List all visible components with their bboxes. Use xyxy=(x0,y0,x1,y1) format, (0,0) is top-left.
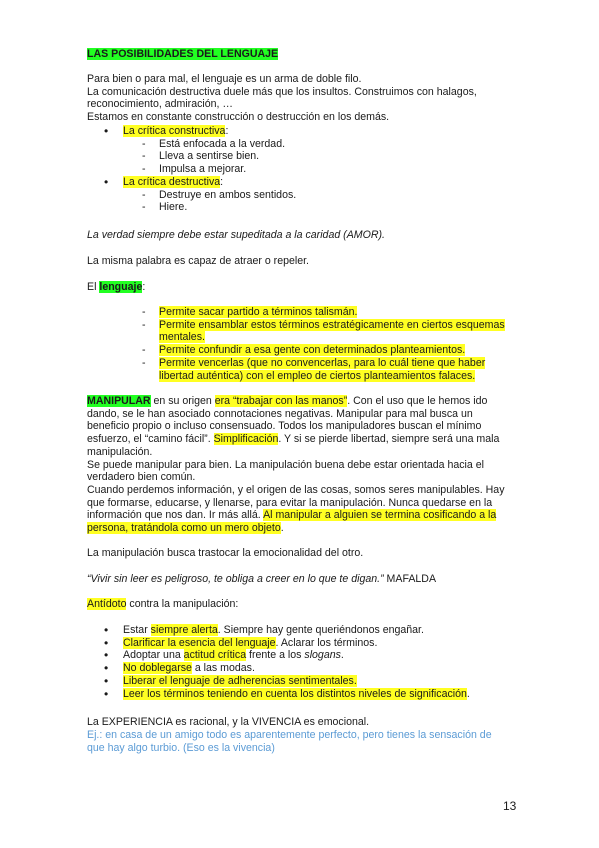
antidoto-item: • Liberar el lenguaje de adherencias sentimentales. xyxy=(87,675,512,688)
mafalda-quote xyxy=(87,573,512,586)
antidoto-word: Antídoto xyxy=(87,598,127,610)
page-number: 13 xyxy=(503,799,517,813)
lenguaje-item: - Permite confundir a esa gente con determinados planteamientos. xyxy=(87,344,512,357)
constructiva-sublist xyxy=(87,138,512,176)
intro-line-2: La comunicación destructiva duele más que los insultos. Construimos con halagos, reconocimiento, admiración, … xyxy=(87,85,477,111)
intro-line-3: Estamos en constante construcción o destrucción en los demás. xyxy=(87,111,390,124)
manipular-p3: Cuando perdemos información, y el origen de las cosas, somos seres manipulables. Hay que formarse, educarse, y llenarse, para evitar la manipulación. Nunca quedarse en la información que nos dan. Ir más allá. Al manipular a alguien se termina cosificando a la persona, tratándola como un mero objeto. xyxy=(87,483,505,535)
sub-item: - Lleva a sentirse bien. xyxy=(87,150,512,163)
ejemplo-paragraph: Ej.: en casa de un amigo todo es aparentemente perfecto, pero tienes la sensación de que hay algo turbio. (Eso es la vivencia) xyxy=(87,729,492,754)
sub-item: - Está enfocada a la verdad. xyxy=(87,138,512,151)
lenguaje-intro: El lenguaje: xyxy=(87,281,146,293)
heading-title: LAS POSIBILIDADES DEL LENGUAJE xyxy=(87,48,279,60)
antidoto-item: • Adoptar una actitud crítica frente a los slogans. xyxy=(87,649,512,662)
list-item-critica-destructiva: • La crítica destructiva: xyxy=(87,176,512,189)
critica-list xyxy=(87,125,512,214)
antidoto-item: • Leer los términos teniendo en cuenta los distintos niveles de significación. xyxy=(87,688,512,701)
quote-text: “Vivir sin leer es peligroso, te obliga a creer en lo que te digan.” xyxy=(87,573,384,585)
list-item-critica-constructiva: • La crítica constructiva: xyxy=(87,125,512,138)
antidoto-item: • Clarificar la esencia del lenguaje. Aclarar los términos. xyxy=(87,637,512,650)
quote-author: MAFALDA xyxy=(383,573,437,585)
manipular-p1: MANIPULAR en su origen era “trabajar con las manos”. Con el uso que le hemos ido dando, se le han asociado connotaciones negativas. Manipular para mal busca un beneficio propio o incluso consensuado. Todos los manipuladores buscan el mínimo esfuerzo, el “camino fácil”. Simplificación. Y si se pierde libertad, siempre será una mala manipulación. xyxy=(87,395,500,458)
verdad-line: La verdad siempre debe estar supeditada a la caridad (AMOR). xyxy=(87,229,385,241)
lenguaje-list xyxy=(87,306,512,382)
intro-paragraph xyxy=(87,73,512,124)
antidoto-intro: Antídoto contra la manipulación: xyxy=(87,598,239,610)
antidoto-item: • No doblegarse a las modas. xyxy=(87,662,512,675)
manipular-p2: Se puede manipular para bien. La manipulación buena debe estar orientada hacia el verdadero bien común. xyxy=(87,458,484,484)
sub-item: - Hiere. xyxy=(87,201,512,214)
intro-line-1: Para bien o para mal, el lenguaje es un arma de doble filo. xyxy=(87,73,362,85)
lenguaje-item: - Permite vencerlas (que no convencerlas, para lo cuál tiene que haber libertad auténtica) con el empleo de ciertos planteamientos falaces. xyxy=(87,357,512,382)
antidoto-list xyxy=(87,624,512,700)
lenguaje-word: lenguaje xyxy=(99,281,143,293)
misma-palabra-line: La misma palabra es capaz de atraer o repeler. xyxy=(87,255,310,267)
manipular-word: MANIPULAR xyxy=(87,395,151,407)
manipular-paragraph xyxy=(87,395,512,535)
sub-item: - Impulsa a mejorar. xyxy=(87,163,512,176)
lenguaje-item: - Permite sacar partido a términos talismán. xyxy=(87,306,512,319)
lenguaje-item: - Permite ensamblar estos términos estratégicamente en ciertos esquemas mentales. xyxy=(87,319,512,344)
sub-item: - Destruye en ambos sentidos. xyxy=(87,189,512,202)
emocionalidad-line: La manipulación busca trastocar la emocionalidad del otro. xyxy=(87,547,364,559)
experiencia-line: La EXPERIENCIA es racional, y la VIVENCIA es emocional. xyxy=(87,716,370,728)
destructiva-sublist xyxy=(87,189,512,214)
antidoto-item: • Estar siempre alerta. Siempre hay gente queriéndonos engañar. xyxy=(87,624,512,637)
section-heading xyxy=(87,48,512,61)
